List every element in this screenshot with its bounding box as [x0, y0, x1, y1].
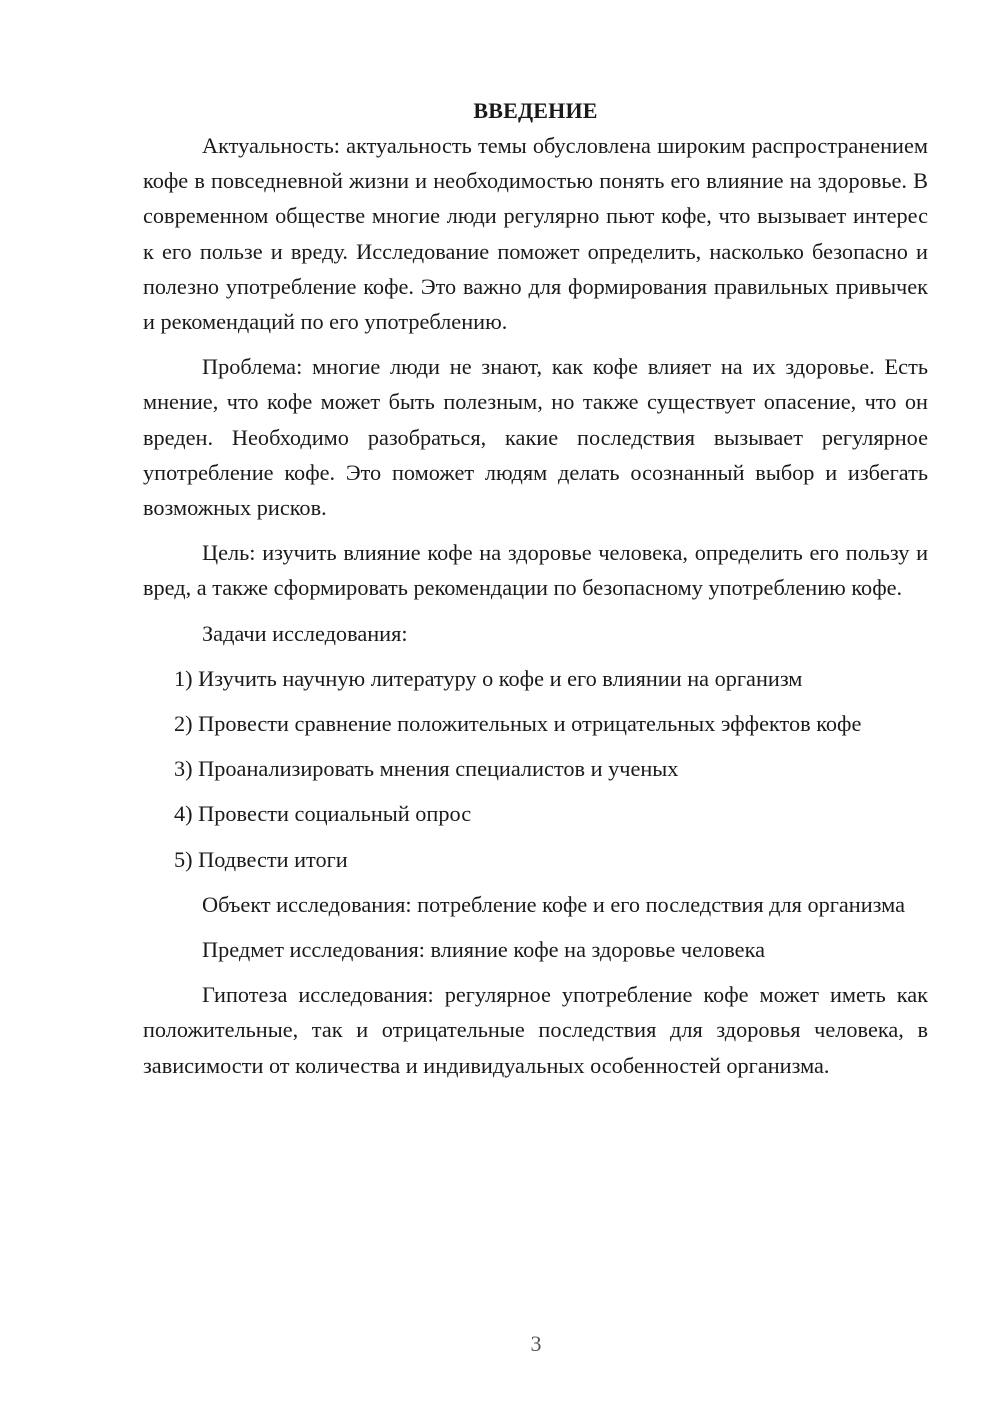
task-item: 5) Подвести итоги [174, 846, 348, 872]
section-heading: ВВЕДЕНИЕ [473, 98, 598, 123]
page-number: 3 [530, 1331, 542, 1356]
problem-paragraph: Проблема: многие люди не знают, как кофе влияет на их здоровье. Есть мнение, что кофе может быть полезным, но также существует опасение, что он вреден. Необходимо разобраться, какие последствия вызывает регулярное употребление кофе. Это поможет людям делать осознанный выбор и избегать возможных рисков. [143, 354, 928, 521]
task-item: 1) Изучить научную литературу о кофе и его влиянии на организм [174, 665, 803, 691]
subject-paragraph: Предмет исследования: влияние кофе на здоровье человека [202, 937, 765, 963]
object-paragraph: Объект исследования: потребление кофе и его последствия для организма [202, 891, 906, 917]
tasks-title: Задачи исследования: [202, 620, 408, 646]
page-body [143, 93, 928, 1083]
task-item: 2) Провести сравнение положительных и отрицательных эффектов кофе [174, 711, 862, 737]
hypothesis-paragraph: Гипотеза исследования: регулярное употребление кофе может иметь как положительные, так и отрицательные последствия для здоровья человека, в зависимости от количества и индивидуальных особенностей организма. [143, 982, 928, 1078]
goal-paragraph: Цель: изучить влияние кофе на здоровье человека, определить его пользу и вред, а также сформировать рекомендации по безопасному употреблению кофе. [143, 540, 928, 601]
task-item: 3) Проанализировать мнения специалистов и ученых [174, 756, 679, 782]
task-item: 4) Провести социальный опрос [174, 801, 472, 827]
relevance-paragraph: Актуальность: актуальность темы обусловлена широким распространением кофе в повседневной жизни и необходимостью понять его влияние на здоровье. В современном обществе многие люди регулярно пьют кофе, что вызывает интерес к его пользе и вреду. Исследование поможет определить, насколько безопасно и полезно употребление кофе. Это важно для формирования правильных привычек и рекомендаций по его употреблению. [143, 133, 928, 335]
